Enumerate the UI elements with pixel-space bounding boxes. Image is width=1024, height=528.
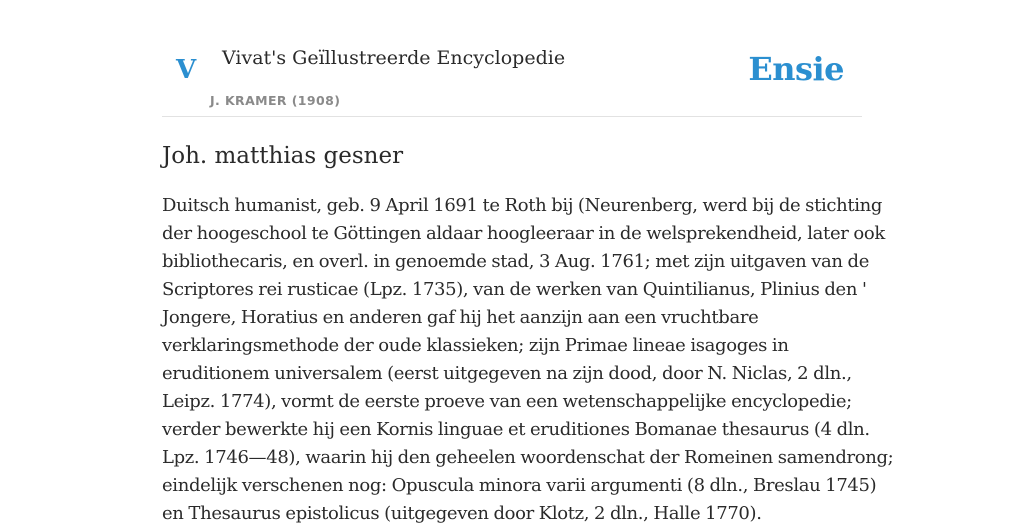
source-title-link[interactable]: Vivat's Geïllustreerde Encyclopedie	[222, 47, 566, 69]
entry-text-line: der hoogeschool te Göttingen aldaar hoogleeraar in de welsprekendheid, later ook	[162, 223, 885, 244]
entry-text-line: Duitsch humanist, geb. 9 April 1691 te Roth bij (Neurenberg, werd bij de stichting	[162, 195, 883, 216]
entry-title: Joh. matthias gesner	[162, 143, 404, 169]
entry-text-line: verklaringsmethode der oude klassieken; zijn Primae lineae isagoges in	[162, 335, 789, 356]
brand-logo-link[interactable]: Ensie	[748, 50, 844, 88]
entry-text-line: en Thesaurus epistolicus (uitgegeven door Klotz, 2 dln., Halle 1770).	[162, 503, 762, 524]
entry-text-line: eindelijk verschenen nog: Opuscula minora varii argumenti (8 dln., Breslau 1745)	[162, 475, 877, 496]
entry-body	[162, 192, 894, 528]
entry-text-line: bibliothecaris, en overl. in genoemde stad, 3 Aug. 1761; met zijn uitgaven van de	[162, 251, 870, 272]
source-header	[162, 0, 862, 117]
entry-text-line: Leipz. 1774), vormt de eerste proeve van een wetenschappelijke encyclopedie;	[162, 391, 852, 412]
entry-text-line: Jongere, Horatius en anderen gaf hij het aanzijn aan een vruchtbare	[162, 307, 759, 328]
entry-text-line: Lpz. 1746—48), waarin hij den geheelen woordenschat der Romeinen samendrong;	[162, 447, 894, 468]
entry-text-line: verder bewerkte hij een Kornis linguae et eruditiones Bomanae thesaurus (4 dln.	[162, 419, 870, 440]
entry-text-line: Scriptores rei rusticae (Lpz. 1735), van de werken van Quintilianus, Plinius den '	[162, 279, 867, 300]
source-logo[interactable]: V	[176, 55, 197, 85]
source-author-year: J. KRAMER (1908)	[210, 93, 341, 108]
entry-text-line: eruditionem universalem (eerst uitgegeven na zijn dood, door N. Niclas, 2 dln.,	[162, 363, 852, 384]
